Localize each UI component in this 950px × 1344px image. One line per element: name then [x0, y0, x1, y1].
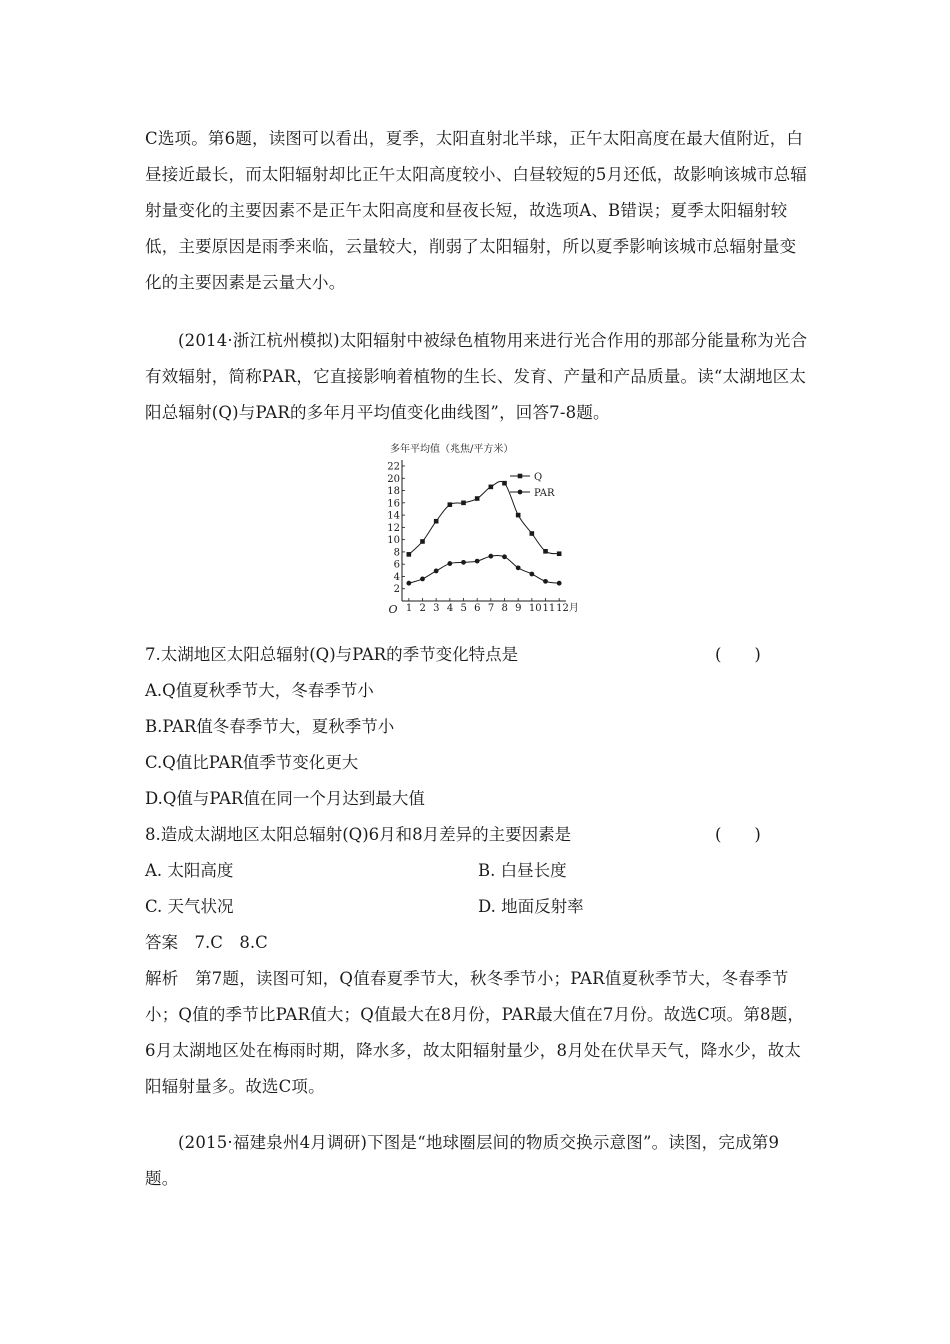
data-point-par	[502, 554, 507, 559]
x-tick-label: 8	[501, 603, 508, 614]
y-tick-label: 16	[387, 498, 400, 510]
x-tick-label: 10	[528, 603, 542, 614]
question-8-option-a: A. 太阳高度	[145, 861, 234, 880]
y-tick-label: 22	[387, 461, 400, 473]
y-tick-label: 6	[393, 559, 400, 571]
legend-marker	[518, 490, 523, 495]
paragraph-intro-q7-8: (2014·浙江杭州模拟)太阳辐射中被绿色植物用来进行光合作用的那部分能量称为光合有效辐射，简称PAR，它直接影响着植物的生长、发育、产量和产品质量。读“太湖地区太阳总辐射(Q)与PAR的多年月平均值变化曲线图”，回答7-8题。	[145, 331, 808, 422]
data-point-par	[406, 581, 411, 586]
data-point-q	[557, 551, 562, 556]
legend-marker	[518, 474, 523, 479]
paragraph-explanation-q6: C选项。第6题，读图可以看出，夏季，太阳直射北半球，正午太阳高度在最大值附近，白昼接近最长，而太阳辐射却比正午太阳高度较小、白昼较短的5月还低，故影响该城市总辐射量变化的主要因素不是正午太阳高度和昼夜长短，故选项A、B错误；夏季太阳辐射较低，主要原因是雨季来临，云量较大，削弱了太阳辐射，所以夏季影响该城市总辐射量变化的主要因素是云量大小。	[145, 129, 807, 292]
x-tick-label: 2	[419, 603, 426, 614]
data-point-q	[434, 519, 439, 524]
question-7-option-b: B.PAR值冬春季节大，夏秋季节小	[145, 717, 395, 736]
data-point-q	[543, 549, 548, 554]
radiation-line-chart	[380, 440, 580, 622]
y-tick-label: 20	[387, 473, 400, 485]
data-point-par	[461, 560, 466, 565]
data-point-q	[420, 539, 425, 544]
y-tick-label: 10	[387, 535, 400, 547]
y-tick-label: 12	[387, 522, 400, 534]
x-tick-label: 9	[515, 603, 522, 614]
y-tick-label: 4	[393, 571, 400, 583]
data-point-q	[448, 502, 453, 507]
question-8-stem: 8.造成太湖地区太阳总辐射(Q)6月和8月差异的主要因素是	[145, 825, 572, 844]
x-tick-label: 7	[487, 603, 495, 614]
question-8-option-b: B. 白昼长度	[478, 861, 567, 880]
question-7-answer-blank: ( )	[715, 645, 761, 664]
y-tick-label: 8	[393, 547, 400, 559]
paragraph-analysis: 解析 第7题，读图可知，Q值春夏季节大，秋冬季节小；PAR值夏秋季节大，冬春季节小；Q值的季节比PAR值大；Q值最大在8月份，PAR最大值在7月份。故选C项。第8题，6月太湖地区处在梅雨时期，降水多，故太阳辐射量少，8月处在伏旱天气，降水少，故太阳辐射量多。故选C项。	[145, 969, 805, 1096]
data-point-par	[475, 559, 480, 564]
x-tick-label: 3	[433, 603, 440, 614]
data-point-par	[420, 577, 425, 582]
data-point-par	[557, 581, 562, 586]
paragraph-intro-q9: (2015·福建泉州4月调研)下图是“地球圈层间的物质交换示意图”。读图，完成第9题。	[145, 1133, 780, 1188]
answer-key: 答案 7.C 8.C	[145, 933, 268, 952]
legend-label-q: Q	[534, 472, 543, 483]
chart-svg	[380, 440, 580, 622]
x-tick-label: 12月	[556, 603, 579, 614]
question-7-option-c: C.Q值比PAR值季节变化更大	[145, 753, 359, 772]
chart-title: 多年平均值（兆焦/平方米）	[390, 444, 514, 455]
y-tick-label: 14	[387, 510, 400, 522]
data-point-q	[407, 552, 412, 557]
question-8-option-c: C. 天气状况	[145, 897, 234, 916]
x-tick-label: 5	[460, 603, 467, 614]
question-7-stem: 7.太湖地区太阳总辐射(Q)与PAR的季节变化特点是	[145, 645, 519, 664]
y-tick-label: 2	[393, 584, 400, 596]
data-point-par	[529, 572, 534, 577]
question-7-option-d: D.Q值与PAR值在同一个月达到最大值	[145, 789, 425, 808]
x-tick-label: 1	[405, 603, 413, 614]
x-tick-label: 11	[542, 603, 556, 614]
data-point-q	[530, 531, 535, 536]
data-point-q	[475, 496, 480, 501]
legend-label-par: PAR	[534, 488, 555, 499]
question-8-answer-blank: ( )	[715, 825, 761, 844]
data-point-q	[502, 481, 507, 486]
data-point-q	[516, 513, 521, 518]
data-point-par	[447, 561, 452, 566]
x-tick-label: 4	[446, 603, 454, 614]
data-point-par	[488, 554, 493, 559]
x-tick-label: 6	[474, 603, 481, 614]
data-point-par	[434, 569, 439, 574]
data-point-q	[489, 485, 494, 490]
question-7-option-a: A.Q值夏秋季节大，冬春季节小	[145, 681, 374, 700]
data-point-q	[461, 501, 466, 506]
series-line-par	[409, 556, 559, 584]
y-tick-label: 18	[387, 486, 400, 498]
origin-label: O	[388, 603, 398, 616]
data-point-par	[543, 579, 548, 584]
data-point-par	[516, 565, 521, 570]
question-8-option-d: D. 地面反射率	[478, 897, 584, 916]
